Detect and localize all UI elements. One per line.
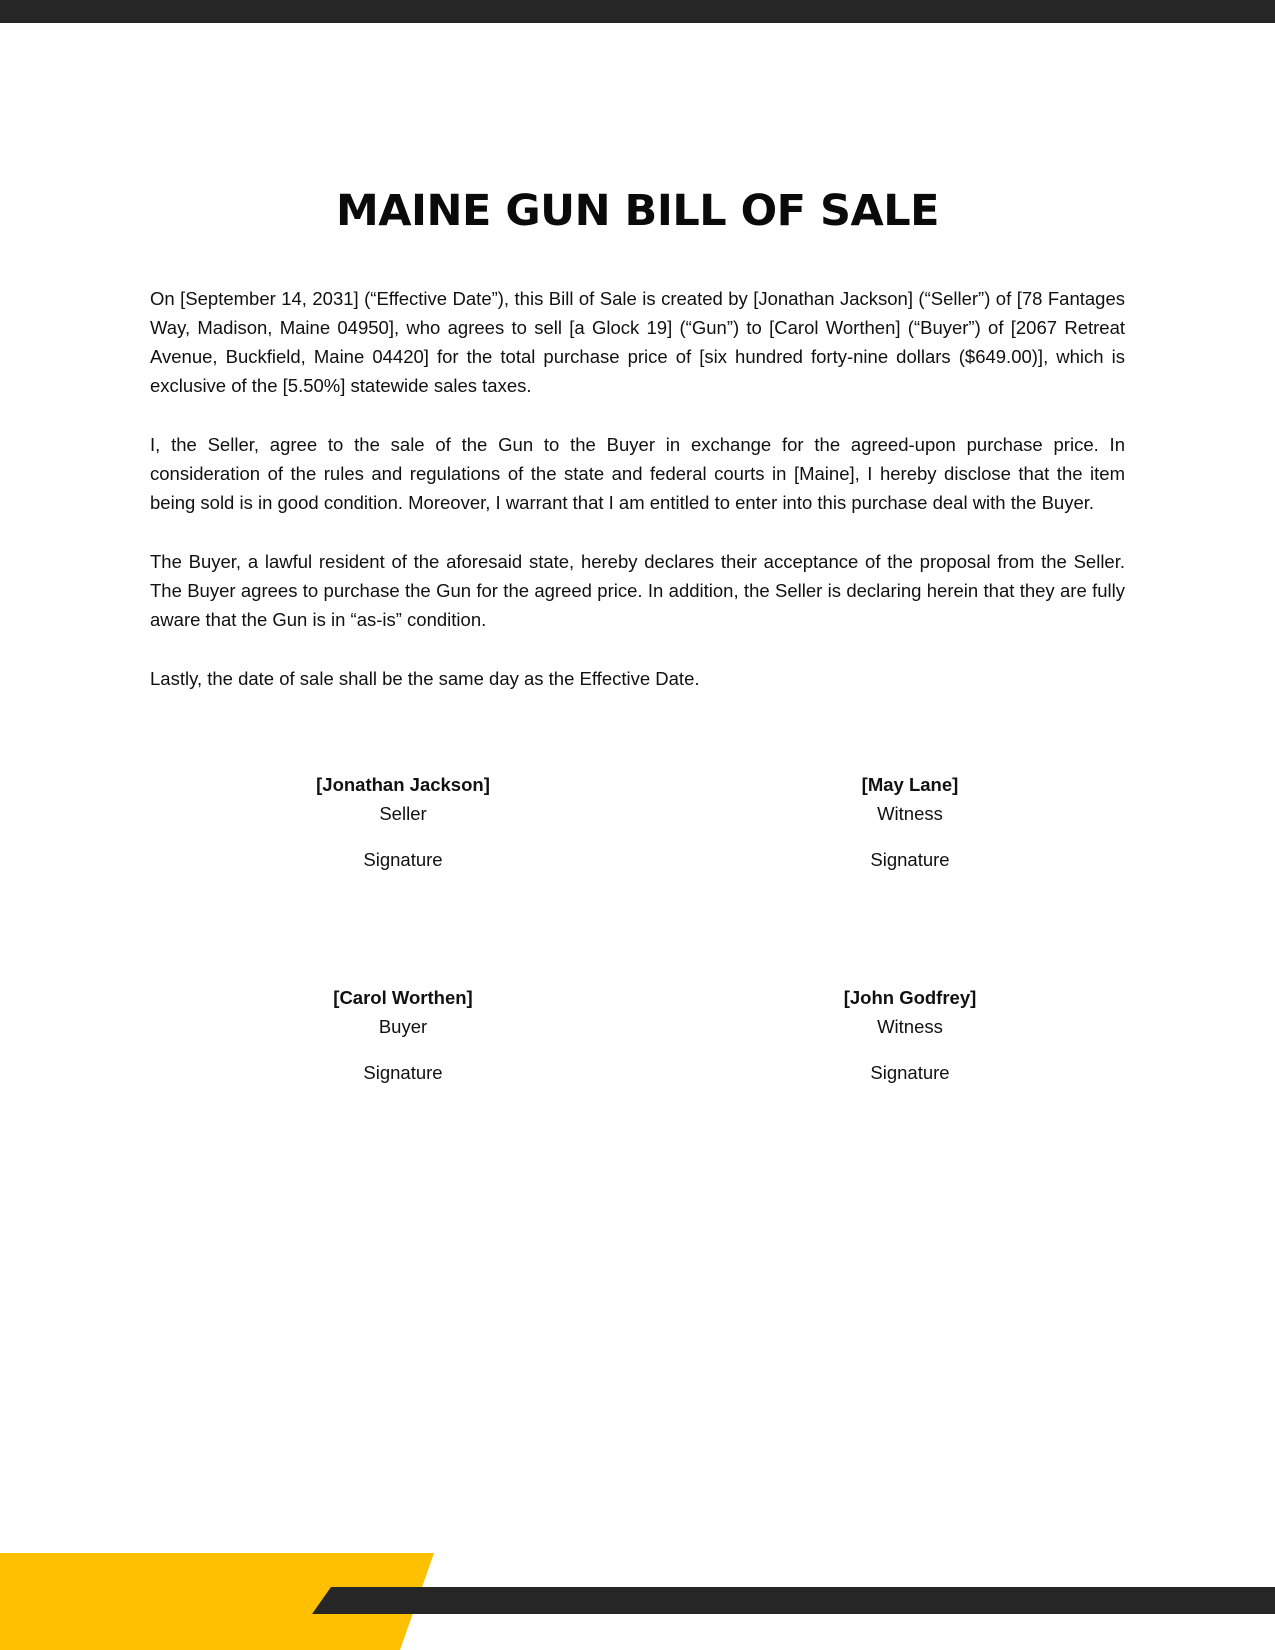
signer-role: Seller [379,803,427,824]
footer-decoration [0,1550,1275,1650]
signature-block-witness-2 [760,983,1060,1087]
signature-block-seller [253,770,553,874]
paragraph-effective-date: On [September 14, 2031] (“Effective Date”), this Bill of Sale is created by [Jonathan Jackson] (“Seller”) of [78 Fantages Way, Madison, Maine 04950], who agrees to sell [a Glock 19] (“Gun”) to [Carol Worthen] (“Buyer”) of [2067 Retreat Avenue, Buckfield, Maine 04420] for the total purchase price of [six hundred forty-nine dollars ($649.00)], which is exclusive of the [5.50%] statewide sales taxes. [150,288,1125,396]
signature-label: Signature [870,849,950,870]
signer-name: [Jonathan Jackson] [316,774,490,795]
paragraph-date-of-sale: Lastly, the date of sale shall be the same day as the Effective Date. [150,668,700,689]
signature-label: Signature [870,1062,950,1083]
signature-block-buyer [253,983,553,1087]
top-decorative-bar [0,0,1275,23]
paragraph-seller-agreement: I, the Seller, agree to the sale of the Gun to the Buyer in exchange for the agreed-upon purchase price. In consideration of the rules and regulations of the state and federal courts in [Maine], I hereby disclose that the item being sold is in good condition. Moreover, I warrant that I am entitled to enter into this purchase deal with the Buyer. [150,434,1125,513]
paragraph-buyer-acceptance: The Buyer, a lawful resident of the aforesaid state, hereby declares their acceptance of the proposal from the Seller. The Buyer agrees to purchase the Gun for the agreed price. In addition, the Seller is declaring herein that they are fully aware that the Gun is in “as-is” condition. [150,551,1125,630]
page-title: MAINE GUN BILL OF SALE [335,186,940,236]
signature-label: Signature [363,849,443,870]
signer-role: Buyer [378,1016,428,1037]
signer-role: Witness [877,803,943,824]
signer-name: [May Lane] [861,774,959,795]
signer-name: [John Godfrey] [843,987,977,1008]
signer-role: Witness [877,1016,943,1037]
signer-name: [Carol Worthen] [333,987,473,1008]
signature-block-witness-1 [760,770,1060,874]
document-body [150,284,1125,723]
footer-dark-bar [312,1587,1275,1614]
signature-label: Signature [363,1062,443,1083]
